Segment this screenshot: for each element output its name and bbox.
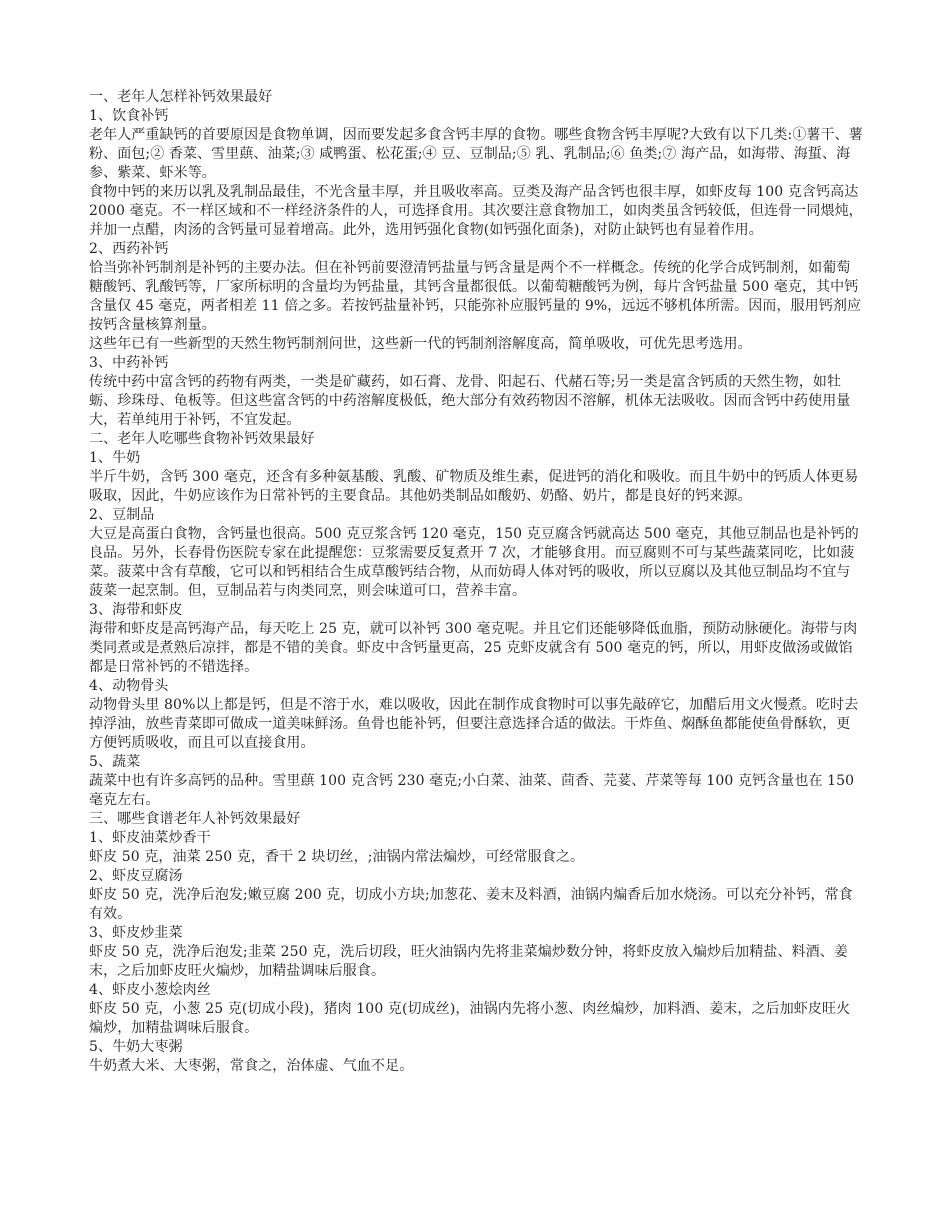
section-heading: 三、哪些食谱老年人补钙效果最好 xyxy=(89,811,301,827)
section-heading: 4、动物骨头 xyxy=(89,678,169,694)
section-heading: 5、蔬菜 xyxy=(89,754,141,770)
paragraph: 大豆是高蛋白食物，含钙量也很高。500 克豆浆含钙 120 毫克，150 克豆腐含钙就高达 500 毫克，其他豆制品也是补钙的良品。另外，长春骨伤医院专家在此提醒您：豆浆需要反复煮开 7 次，才能够食用。而豆腐则不可与某些蔬菜同吃，比如菠菜。菠菜中含有草酸，它可以和钙相结合生成草酸钙结合物，从而妨碍人体对钙的吸收，所以豆腐以及其他豆制品均不宜与菠菜一起烹制。但，豆制品若与肉类同烹，则会味道可口，营养丰富。 xyxy=(89,526,859,599)
section-heading: 3、海带和虾皮 xyxy=(89,602,183,618)
section-heading: 2、西药补钙 xyxy=(89,241,169,257)
paragraph: 半斤牛奶，含钙 300 毫克，还含有多种氨基酸、乳酸、矿物质及维生素，促进钙的消化和吸收。而且牛奶中的钙质人体更易吸取，因此，牛奶应该作为日常补钙的主要食品。其他奶类制品如酸奶、奶酪、奶片，都是良好的钙来源。 xyxy=(89,469,859,504)
paragraph: 传统中药中富含钙的药物有两类，一类是矿藏药，如石膏、龙骨、阳起石、代赭石等;另一类是富含钙质的天然生物，如牡蛎、珍珠母、龟板等。但这些富含钙的中药溶解度极低，绝大部分有效药物因不溶解，机体无法吸收。因而含钙中药使用量大，若单纯用于补钙，不宜发起。 xyxy=(89,374,851,428)
paragraph: 虾皮 50 克，洗净后泡发;韭菜 250 克，洗后切段，旺火油锅内先将韭菜煸炒数分钟，将虾皮放入煸炒后加精盐、料酒、姜末，之后加虾皮旺火煸炒，加精盐调味后服食。 xyxy=(89,944,848,979)
section-heading: 1、虾皮油菜炒香干 xyxy=(89,830,211,846)
section-heading: 一、老年人怎样补钙效果最好 xyxy=(89,89,273,105)
paragraph: 动物骨头里 80%以上都是钙，但是不溶于水，难以吸收，因此在制作成食物时可以事先敲碎它，加醋后用文火慢煮。吃时去掉浮油，放些青菜即可做成一道美味鲜汤。鱼骨也能补钙，但要注意选择合适的做法。干炸鱼、焖酥鱼都能使鱼骨酥软，更方便钙质吸收，而且可以直接食用。 xyxy=(89,697,859,751)
paragraph: 虾皮 50 克，小葱 25 克(切成小段)，猪肉 100 克(切成丝)，油锅内先将小葱、肉丝煸炒，加料酒、姜末，之后加虾皮旺火煸炒，加精盐调味后服食。 xyxy=(89,1001,851,1036)
section-heading: 二、老年人吃哪些食物补钙效果最好 xyxy=(89,431,315,447)
section-heading: 3、中药补钙 xyxy=(89,355,169,371)
paragraph: 这些年已有一些新型的天然生物钙制剂问世，这些新一代的钙制剂溶解度高，简单吸收，可优先思考选用。 xyxy=(89,336,752,352)
section-heading: 1、牛奶 xyxy=(89,450,141,466)
section-heading: 1、饮食补钙 xyxy=(89,108,169,124)
paragraph: 虾皮 50 克，洗净后泡发;嫩豆腐 200 克，切成小方块;加葱花、姜末及料酒，油锅内煸香后加水烧汤。可以充分补钙，常食有效。 xyxy=(89,887,853,922)
section-heading: 2、豆制品 xyxy=(89,507,155,523)
paragraph: 虾皮 50 克，油菜 250 克，香干 2 块切丝，;油锅内常法煸炒，可经常服食之。 xyxy=(89,849,585,865)
paragraph: 恰当弥补钙制剂是补钙的主要办法。但在补钙前要澄清钙盐量与钙含量是两个不一样概念。传统的化学合成钙制剂，如葡萄糖酸钙、乳酸钙等，厂家所标明的含量均为钙盐量，其钙含量都很低。以葡萄糖酸钙为例，每片含钙盐量 500 毫克，其中钙含量仅 45 毫克，两者相差 11 倍之多。若按钙盐量补钙，只能弥补应服钙量的 9%，远远不够机体所需。因而，服用钙剂应按钙含量核算剂量。 xyxy=(89,260,862,333)
paragraph: 牛奶煮大米、大枣粥，常食之，治体虚、气血不足。 xyxy=(89,1058,414,1074)
section-heading: 2、虾皮豆腐汤 xyxy=(89,868,183,884)
paragraph: 老年人严重缺钙的首要原因是食物单调，因而要发起多食含钙丰厚的食物。哪些食物含钙丰厚呢?大致有以下几类:①薯干、薯粉、面包;② 香菜、雪里蕻、油菜;③ 咸鸭蛋、松花蛋;④ 豆、豆制品;⑤ 乳、乳制品;⑥ 鱼类;⑦ 海产品，如海带、海蜇、海参、紫菜、虾米等。 xyxy=(89,127,863,181)
paragraph: 食物中钙的来历以乳及乳制品最佳，不光含量丰厚，并且吸收率高。豆类及海产品含钙也很丰厚，如虾皮每 100 克含钙高达 2000 毫克。不一样区域和不一样经济条件的人，可选择食用。其次要注意食物加工，如肉类虽含钙较低，但连骨一同煨炖，并加一点醋，肉汤的含钙量可显着增高。此外，选用钙强化食物(如钙强化面条)，对防止缺钙也有显着作用。 xyxy=(89,184,863,238)
section-heading: 4、虾皮小葱烩肉丝 xyxy=(89,982,211,998)
document-body xyxy=(89,88,864,1076)
paragraph: 蔬菜中也有许多高钙的品种。雪里蕻 100 克含钙 230 毫克;小白菜、油菜、茴香、芫荽、芹菜等每 100 克钙含量也在 150 毫克左右。 xyxy=(89,773,855,808)
section-heading: 3、虾皮炒韭菜 xyxy=(89,925,183,941)
section-heading: 5、牛奶大枣粥 xyxy=(89,1039,183,1055)
paragraph: 海带和虾皮是高钙海产品，每天吃上 25 克，就可以补钙 300 毫克呢。并且它们还能够降低血脂，预防动脉硬化。海带与肉类同煮或是煮熟后凉拌，都是不错的美食。虾皮中含钙量更高，25 克虾皮就含有 500 毫克的钙，所以，用虾皮做汤或做馅都是日常补钙的不错选择。 xyxy=(89,621,858,675)
